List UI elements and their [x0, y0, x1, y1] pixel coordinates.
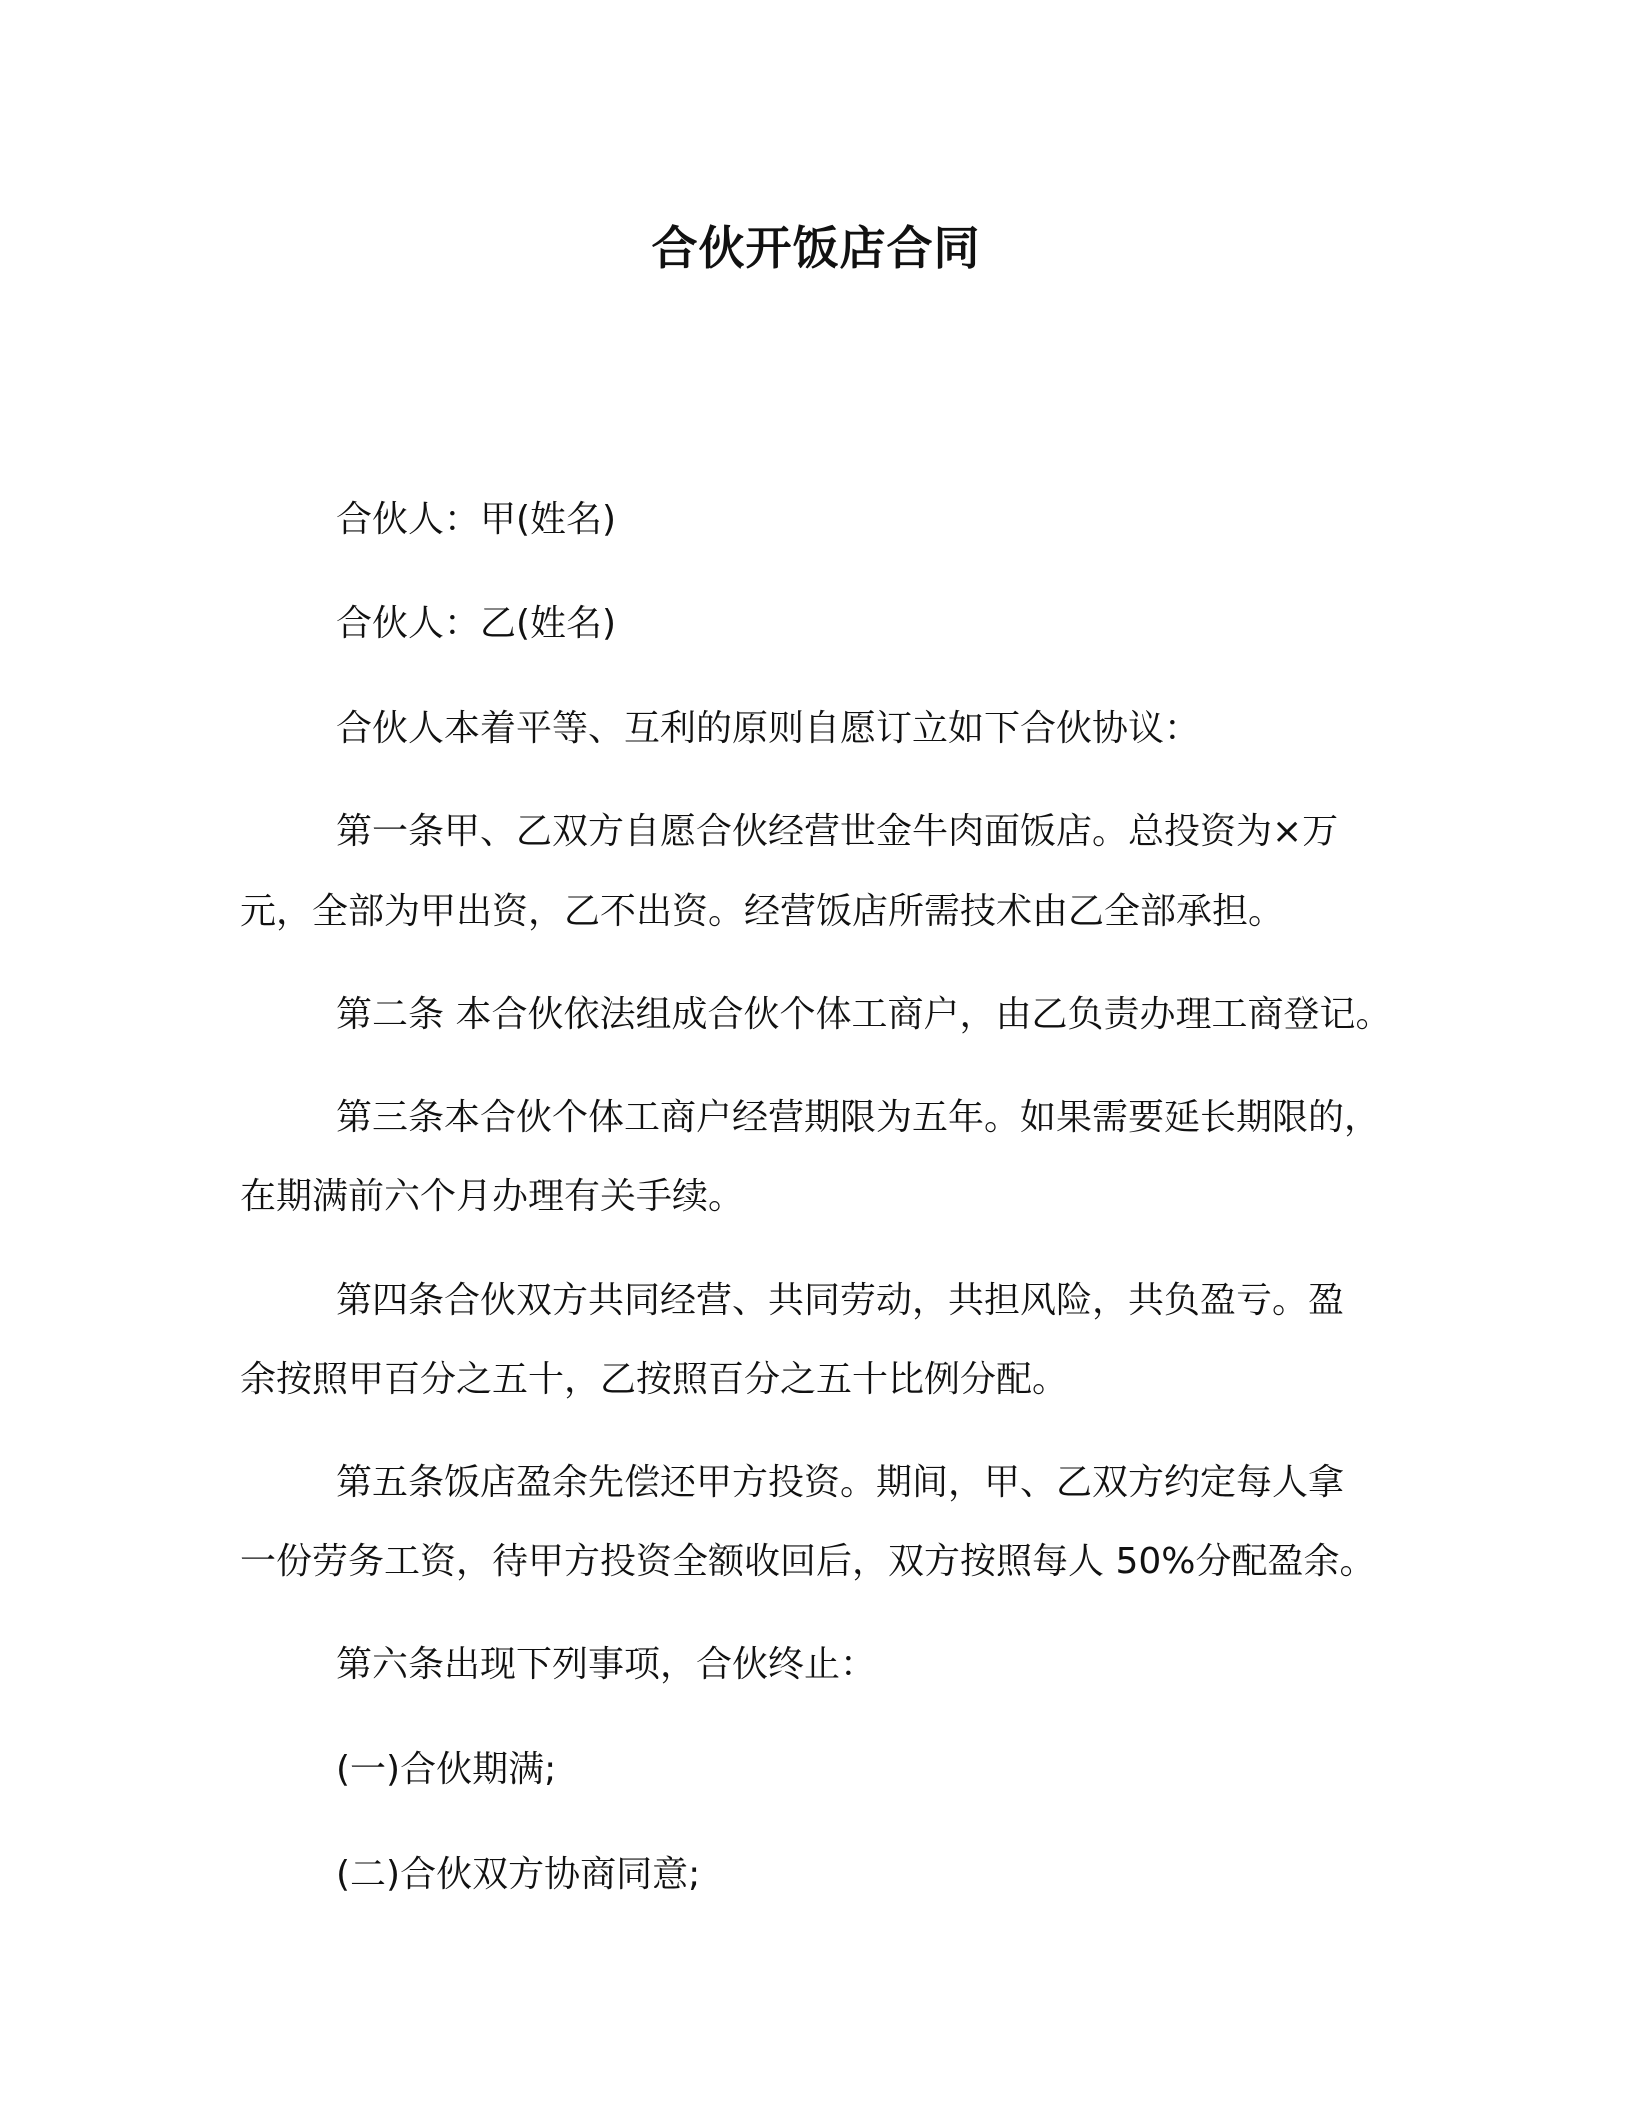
article-2: 第二条 本合伙依法组成合伙个体工商户，由乙负责办理工商登记。 [336, 994, 1392, 1035]
termination-item-1: (一)合伙期满; [336, 1749, 557, 1790]
termination-item-2: (二)合伙双方协商同意; [336, 1854, 701, 1895]
document-title: 合伙开饭店合同 [651, 221, 981, 275]
agreement-intro: 合伙人本着平等、互利的原则自愿订立如下合伙协议： [336, 708, 1201, 749]
article-4-line-1: 第四条合伙双方共同经营、共同劳动，共担风险，共负盈亏。盈 [336, 1280, 1345, 1321]
article-5-line-1: 第五条饭店盈余先偿还甲方投资。期间，甲、乙双方约定每人拿 [336, 1462, 1345, 1503]
partner-a-line: 合伙人：甲(姓名) [336, 499, 617, 540]
article-3-line-1: 第三条本合伙个体工商户经营期限为五年。如果需要延长期限的， [336, 1097, 1381, 1138]
article-5-line-2: 一份劳务工资，待甲方投资全额收回后，双方按照每人 50%分配盈余。 [240, 1541, 1376, 1582]
article-1-line-2: 元，全部为甲出资，乙不出资。经营饭店所需技术由乙全部承担。 [240, 891, 1285, 932]
article-6: 第六条出现下列事项，合伙终止： [336, 1644, 877, 1685]
article-4-line-2: 余按照甲百分之五十，乙按照百分之五十比例分配。 [240, 1359, 1069, 1400]
article-3-line-2: 在期满前六个月办理有关手续。 [240, 1176, 745, 1217]
partner-b-line: 合伙人：乙(姓名) [336, 603, 617, 644]
article-1-line-1: 第一条甲、乙双方自愿合伙经营世金牛肉面饭店。总投资为×万 [336, 811, 1339, 852]
